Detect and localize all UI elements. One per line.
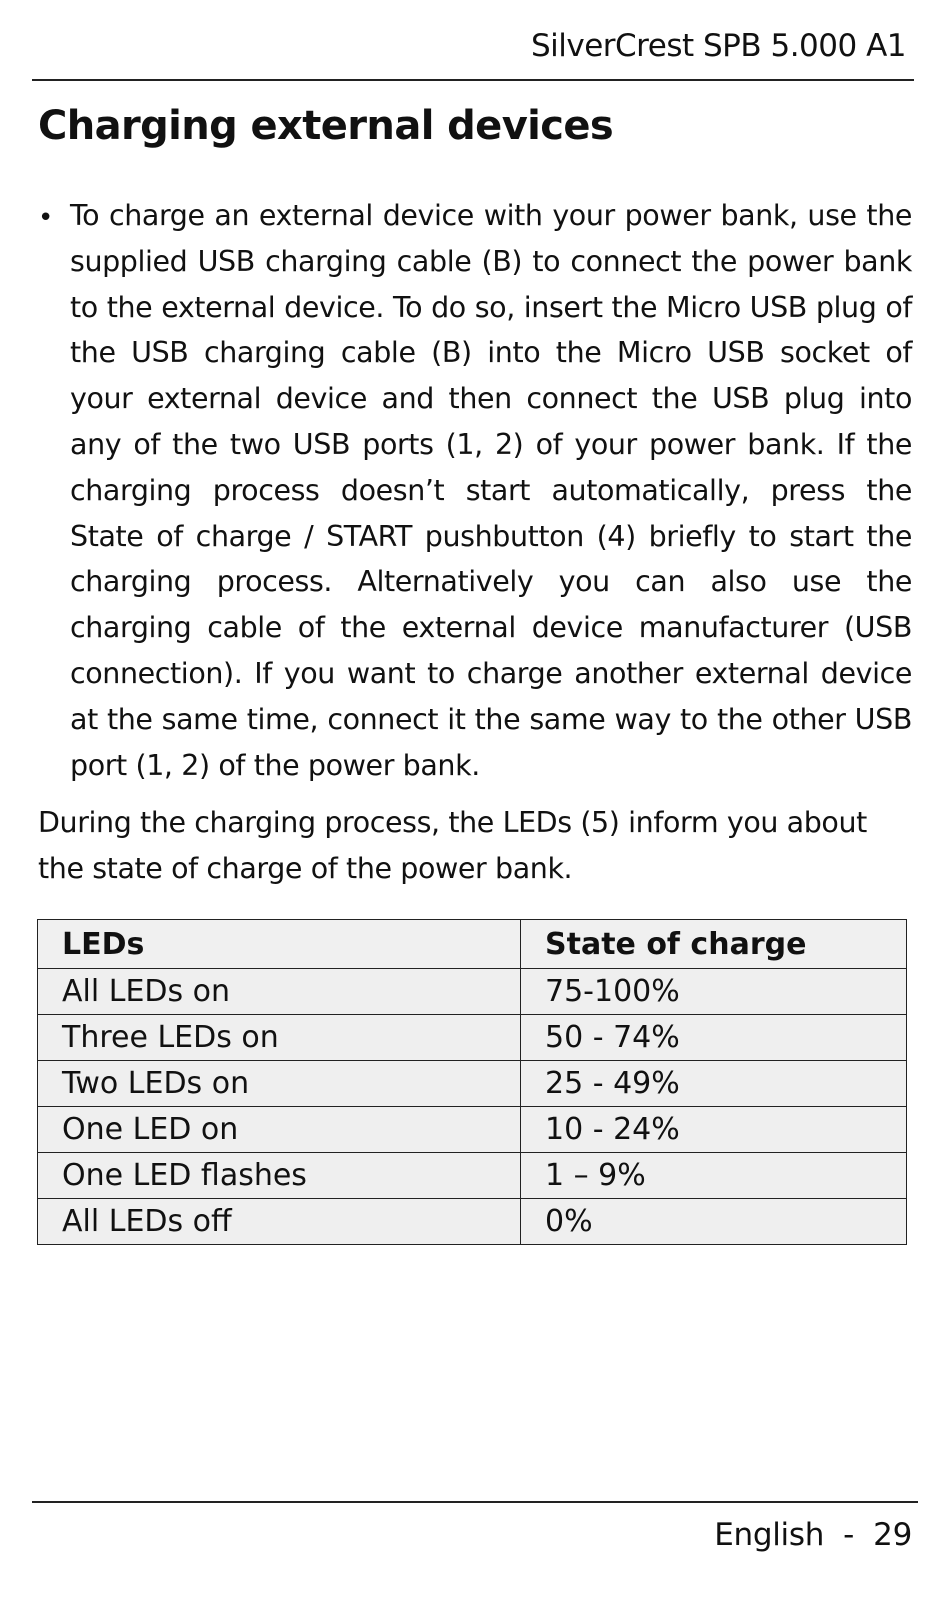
table-cell-state: 0% xyxy=(521,1199,907,1245)
bullet-item xyxy=(38,193,912,788)
table-cell-state: 25 - 49% xyxy=(521,1061,907,1107)
table-row xyxy=(38,1153,907,1199)
table-cell-leds: Two LEDs on xyxy=(38,1061,521,1107)
body-paragraph: During the charging process, the LEDs (5) inform you about the state of charge of the power bank. xyxy=(38,806,867,885)
led-state-table xyxy=(37,919,907,1245)
bullet-dot-icon: • xyxy=(38,203,54,233)
section-title: Charging external devices xyxy=(38,103,614,149)
table-cell-leds: Three LEDs on xyxy=(38,1015,521,1061)
table-row xyxy=(38,1061,907,1107)
table-row xyxy=(38,1107,907,1153)
table-cell-leds: All LEDs on xyxy=(38,969,521,1015)
footer-page-number: English - 29 xyxy=(714,1517,912,1553)
table-header-state: State of charge xyxy=(521,920,907,969)
table-cell-state: 75-100% xyxy=(521,969,907,1015)
header-product-name: SilverCrest SPB 5.000 A1 xyxy=(530,28,906,64)
table-row xyxy=(38,969,907,1015)
table-cell-state: 50 - 74% xyxy=(521,1015,907,1061)
table-header-leds: LEDs xyxy=(38,920,521,969)
table-header-row xyxy=(38,920,907,969)
table-row xyxy=(38,1199,907,1245)
page-header xyxy=(32,0,914,81)
table-cell-leds: One LED flashes xyxy=(38,1153,521,1199)
table-cell-leds: One LED on xyxy=(38,1107,521,1153)
table-row xyxy=(38,1015,907,1061)
table-cell-state: 10 - 24% xyxy=(521,1107,907,1153)
bullet-text: To charge an external device with your power bank, use the supplied USB charging cable (B) to connect the power bank to the external device. To do so, insert the Micro USB plug of the USB charging cable (B) into the Micro USB socket of your external device and then connect the USB plug into any of the two USB ports (1, 2) of your power bank. If the charging process doesn’t start automatically, press the State of charge / START pushbutton (4) briefly to start the charging process. Alternatively you can also use the charging cable of the external device manufacturer (USB connection). If you want to charge another external device at the same time, connect it the same way to the other USB port (1, 2) of the power bank. xyxy=(70,199,912,782)
table-cell-state: 1 – 9% xyxy=(521,1153,907,1199)
table-cell-leds: All LEDs off xyxy=(38,1199,521,1245)
page-footer xyxy=(32,1501,918,1613)
